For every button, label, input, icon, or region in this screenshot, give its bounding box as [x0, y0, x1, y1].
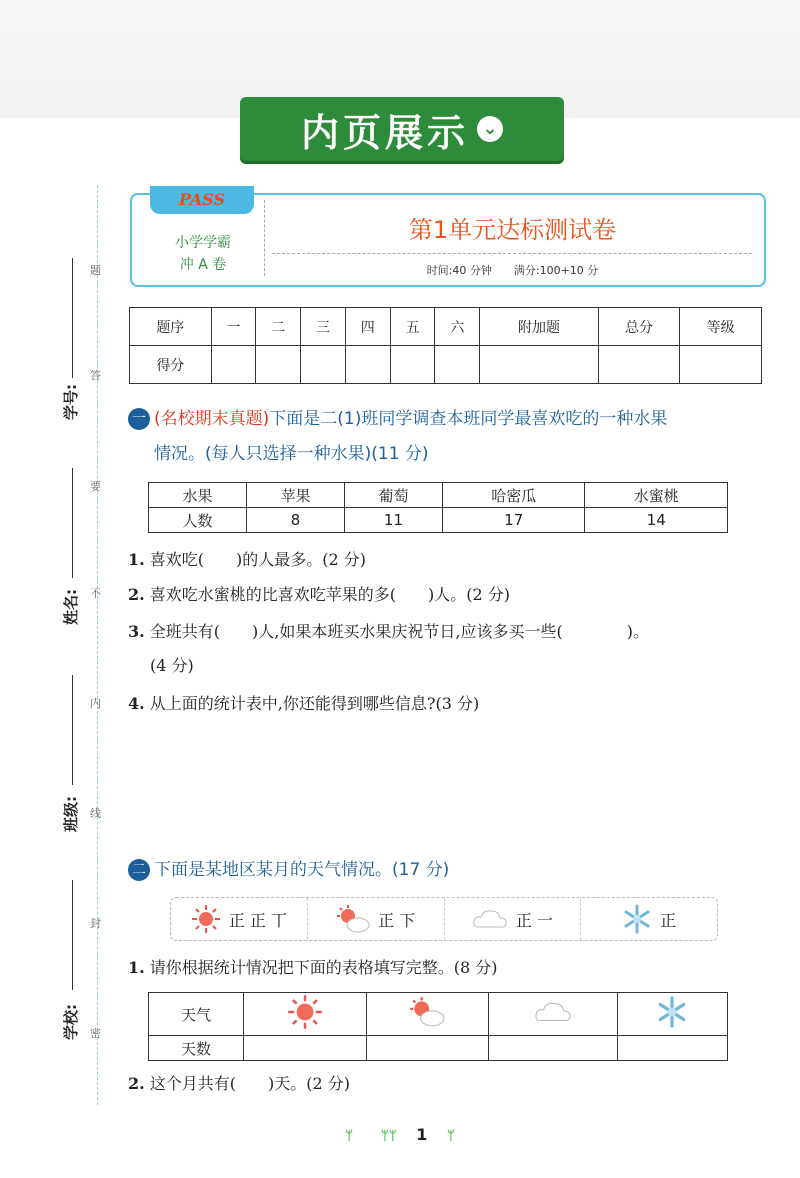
side-word: 密	[90, 1027, 101, 1040]
table-cell: 8	[246, 508, 344, 533]
table-cell: 天数	[149, 1036, 244, 1061]
answer-cell[interactable]	[617, 1036, 727, 1061]
score-input[interactable]	[680, 346, 762, 384]
series-name	[158, 232, 248, 276]
weather-table	[148, 992, 728, 1061]
table-cell	[244, 993, 367, 1036]
partly-cloudy-icon	[336, 904, 370, 934]
table-cell: 六	[435, 308, 480, 346]
student-id-label: 学号:	[62, 384, 80, 420]
snowflake-icon	[656, 996, 688, 1028]
table-cell: 天气	[149, 993, 244, 1036]
score-input[interactable]	[480, 346, 599, 384]
divider	[264, 200, 265, 276]
question-number: 2.	[128, 1074, 145, 1093]
table-row	[149, 1036, 728, 1061]
table-cell: 哈密瓜	[442, 483, 585, 508]
tally-sunny	[171, 898, 307, 940]
side-word: 不	[90, 587, 101, 600]
question-text: 请你根据统计情况把下面的表格填写完整。(8 分)	[149, 958, 498, 977]
tally-marks: 正 正 丅	[228, 910, 287, 930]
exam-meta: 时间:40 分钟 满分:100+10 分	[426, 264, 599, 277]
section-number: 二	[128, 859, 150, 881]
question-1	[128, 542, 366, 578]
banner-title: 内页展示	[300, 110, 469, 155]
question-text: 这个月共有( )天。(2 分)	[149, 1074, 351, 1093]
side-word: 封	[90, 917, 101, 930]
class-label: 班级:	[62, 796, 80, 832]
table-cell: 葡萄	[344, 483, 442, 508]
side-word: 题	[90, 264, 101, 277]
question-number: 4.	[128, 694, 145, 713]
question-number: 1.	[128, 958, 145, 977]
table-cell: 等级	[680, 308, 762, 346]
score-input[interactable]	[211, 346, 256, 384]
banner	[240, 97, 564, 161]
score-input[interactable]	[301, 346, 346, 384]
score-table	[129, 307, 762, 384]
answer-cell[interactable]	[244, 1036, 367, 1061]
page-footer	[0, 1125, 800, 1144]
table-cell	[617, 993, 727, 1036]
tally-marks: 正 下	[378, 910, 416, 930]
sun-icon	[287, 994, 323, 1030]
fruit-table	[148, 482, 728, 533]
section-2-question-2	[128, 1066, 350, 1102]
answer-cell[interactable]	[366, 1036, 489, 1061]
section-text: 下面是某地区某月的天气情况。(17 分)	[154, 860, 450, 880]
binding-line	[97, 185, 98, 1105]
table-row	[149, 508, 728, 533]
class-line[interactable]	[72, 675, 73, 785]
question-text: 从上面的统计表中,你还能得到哪些信息?(3 分)	[149, 694, 480, 713]
question-3	[128, 614, 649, 650]
sprout-icon: ᛘ	[446, 1129, 455, 1144]
table-cell: 得分	[130, 346, 212, 384]
question-3-points: (4 分)	[150, 656, 194, 675]
snowflake-icon	[622, 904, 652, 934]
question-text: 喜欢吃水蜜桃的比喜欢吃苹果的多( )人。(2 分)	[149, 585, 511, 604]
section-tag: (名校期末真题)	[154, 409, 270, 429]
table-row	[130, 346, 762, 384]
table-cell: 五	[390, 308, 435, 346]
table-cell: 三	[301, 308, 346, 346]
divider	[272, 253, 752, 254]
section-1-title-cont: 情况。(每人只选择一种水果)(11 分)	[154, 444, 429, 464]
section-1-title	[128, 403, 667, 435]
section-text: 下面是二(1)班同学调查本班同学最喜欢吃的一种水果	[269, 409, 668, 429]
page-number: 1	[416, 1125, 428, 1144]
sun-icon	[191, 904, 221, 934]
table-cell: 四	[345, 308, 390, 346]
table-cell: 二	[256, 308, 301, 346]
section-2-title	[128, 854, 449, 886]
score-input[interactable]	[345, 346, 390, 384]
sprout-icon: ᛘ	[345, 1129, 354, 1144]
question-number: 2.	[128, 585, 145, 604]
name-line[interactable]	[72, 468, 73, 578]
question-number: 3.	[128, 622, 145, 641]
question-4	[128, 686, 479, 722]
brand-logo: PASS	[150, 186, 254, 214]
table-cell: 一	[211, 308, 256, 346]
table-cell: 水果	[149, 483, 247, 508]
table-row	[149, 993, 728, 1036]
series-line-2: 冲 A 卷	[179, 257, 227, 273]
question-2	[128, 577, 510, 613]
weather-tally-strip	[170, 897, 718, 941]
name-label: 姓名:	[62, 589, 80, 625]
student-id-line[interactable]	[72, 258, 73, 378]
side-word: 内	[90, 697, 101, 710]
chevron-down-icon: ⌄	[477, 116, 503, 142]
sprout-icon: ᛘᛘ	[381, 1129, 397, 1144]
cloud-icon	[534, 999, 572, 1025]
side-word: 答	[90, 369, 101, 382]
side-word: 要	[90, 480, 101, 493]
score-input[interactable]	[390, 346, 435, 384]
table-cell: 题序	[130, 308, 212, 346]
answer-cell[interactable]	[489, 1036, 618, 1061]
table-cell: 人数	[149, 508, 247, 533]
tally-cloudy	[444, 898, 581, 940]
table-cell	[489, 993, 618, 1036]
table-row	[130, 308, 762, 346]
cloud-icon	[472, 907, 508, 931]
table-cell: 附加题	[480, 308, 599, 346]
table-cell	[366, 993, 489, 1036]
score-input[interactable]	[598, 346, 680, 384]
school-line[interactable]	[72, 880, 73, 990]
tally-snowy	[580, 898, 717, 940]
section-number: 一	[128, 408, 150, 430]
question-number: 1.	[128, 550, 145, 569]
table-cell: 17	[442, 508, 585, 533]
tally-partly-cloudy	[307, 898, 444, 940]
table-cell: 总分	[598, 308, 680, 346]
table-cell: 苹果	[246, 483, 344, 508]
series-line-1: 小学学霸	[175, 235, 231, 251]
score-input[interactable]	[435, 346, 480, 384]
table-row	[149, 483, 728, 508]
question-text: 喜欢吃( )的人最多。(2 分)	[149, 550, 367, 569]
page-title: 第1单元达标测试卷	[408, 216, 617, 244]
side-word: 线	[90, 807, 101, 820]
question-text: 全班共有( )人,如果本班买水果庆祝节日,应该多买一些( )。	[149, 622, 649, 641]
partly-cloudy-icon	[409, 996, 445, 1028]
table-cell: 14	[585, 508, 728, 533]
section-2-question-1	[128, 950, 498, 986]
tally-marks: 正	[660, 910, 677, 930]
table-cell: 水蜜桃	[585, 483, 728, 508]
score-input[interactable]	[256, 346, 301, 384]
tally-marks: 正 一	[515, 910, 553, 930]
school-label: 学校:	[62, 1004, 80, 1040]
table-cell: 11	[344, 508, 442, 533]
